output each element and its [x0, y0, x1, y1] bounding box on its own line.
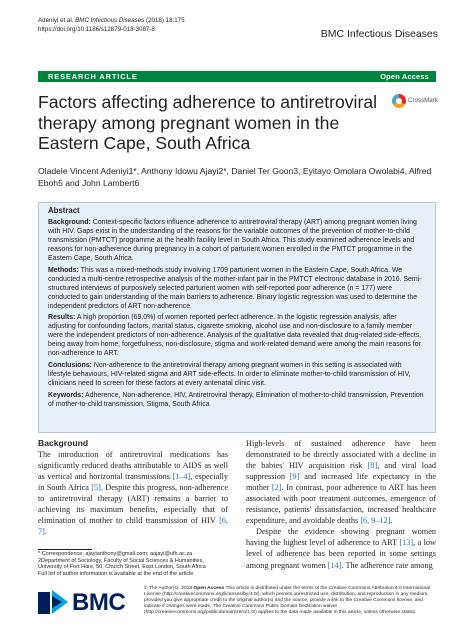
- section-label: Methods:: [48, 266, 79, 274]
- citation-link[interactable]: [14]: [327, 560, 342, 570]
- abstract-box: [38, 202, 436, 433]
- license-text: [144, 586, 436, 616]
- body-text: and increased life expectancy in the mother: [246, 472, 436, 493]
- journal-brand: BMC Infectious Diseases: [320, 28, 438, 40]
- citation-journal: BMC Infectious Diseases: [75, 17, 145, 24]
- section-label: Conclusions:: [48, 362, 92, 370]
- citation-link[interactable]: [1–4]: [172, 472, 191, 482]
- body-text: The introduction of antiretroviral medications has significantly reduced deaths attributable to AIDS as well as vertical and horizontal transmissions: [38, 450, 228, 482]
- section-text: This was a mixed-methods study involving 1709 parturient women in the Eastern Cape, South Africa. We conducted a multi-centre retrospective analysis of the mother-infant pair in the PMTCT electronic database in 2016. Semi-structured interviews of purposively selected parturient women with self-reported poor adherence (n = 177) were conducted to gain understanding of the main barriers to adherence. Binary logistic regression was used to determine the independent predictors of ART non-adherence.: [48, 266, 422, 310]
- citation-link[interactable]: [8]: [367, 461, 378, 471]
- background-paragraph: [38, 449, 228, 537]
- section-text: A high proportion (69.0%) of women reported perfect adherence. In the logistic regression analysis, after adjusting for confounding factors, marital status, cigarette smoking, alcohol use and non-disclosure to a family member were the independent predictors of non-adherence. Analysis of the qualitative data revealed that drug-related side-effects, being away from home, forgetfulness, non-disclosure, stigma and work-related demand were among the main reasons for non-adherence to ART.: [48, 314, 422, 358]
- correspondence-email[interactable]: * Correspondence: ajayianthony@gmail.com; aajayi@ufh.ac.za: [38, 551, 193, 557]
- affiliation: 2Department of Sociology, Faculty of Social Sciences & Humanities, University of Fort Hare, 50, Church Street, East London, South Africa: [38, 557, 206, 571]
- abstract-methods: [48, 267, 426, 312]
- body-text: , and viral load suppression: [246, 461, 437, 482]
- abstract-results: [48, 314, 426, 359]
- citation-authors: Adeniyi et al.: [38, 17, 74, 24]
- body-text: . Despite this progress, non-adherence to antiretroviral therapy (ART) remains a barrier to achieving its maximum benefits, especially that of elimination of mother to child transmission of HIV: [38, 483, 228, 526]
- body-text: , a low level of adherence has been reported in some settings among pregnant women: [246, 538, 436, 570]
- abstract-keywords: [48, 392, 426, 410]
- citation-link[interactable]: [9]: [289, 472, 300, 482]
- body-text: . The adherence rate among: [341, 560, 433, 570]
- body-text: . In contrast, poor adherence to ART has been associated with poor treatment outcomes, emergence of resistance, patients' dissatisfaction, increased healthcare expenditure, and avoidable deaths: [246, 483, 436, 526]
- section-text: Adherence, Non-adherence, HIV, Antiretroviral therapy, Elimination of mother-to-child transmission, Prevention of mother-to-child transmission, Stigma, South Africa: [48, 392, 424, 409]
- doi-link[interactable]: https://doi.org/10.1186/s12879-018-3087-8: [38, 26, 155, 33]
- section-label: Keywords:: [48, 392, 84, 400]
- abstract-heading: Abstract: [48, 206, 80, 215]
- citation-link[interactable]: [6, 9–12]: [360, 516, 391, 526]
- license-body: This article is distributed under the terms of the Creative Commons Attribution 4.0 International License (http://creativecommons.org/licenses/by/4.0/), which permits unrestricted use, distribution, and reproduction in any medium, provided you give appropriate credit to the original author(s) and the source, provide a link to the Creative Commons license, and indicate if changes were made. The Creative Commons Public Domain Dedication waiver (http://creativecommons.org/publicdomain/zero/1.0/) applies to the data made available in this article, unless otherwise stated.: [144, 586, 430, 616]
- open-access-label: Open Access: [380, 72, 429, 81]
- author-info-note: Full list of author information is available at the end of the article: [38, 571, 194, 578]
- section-label: Background:: [48, 218, 91, 226]
- section-label: Results:: [48, 314, 76, 322]
- citation-link[interactable]: [6, 7]: [38, 516, 228, 537]
- crossmark-icon: [392, 94, 406, 108]
- body-column-left: [38, 438, 228, 537]
- article-title: Factors affecting adherence to antiretroviral therapy among pregnant women in the Eastern Cape, South Africa: [38, 92, 378, 153]
- citation-header: [38, 16, 185, 34]
- citation-link[interactable]: [2]: [271, 483, 282, 493]
- abstract-background: [48, 219, 426, 264]
- article-type-label: RESEARCH ARTICLE: [48, 72, 138, 81]
- body-text: , especially in South Africa: [38, 472, 228, 493]
- body-paragraph: [246, 526, 436, 570]
- license-lead: © The Author(s). 2018: [144, 586, 194, 591]
- article-type-band: [38, 71, 436, 82]
- body-column-right: [246, 438, 436, 571]
- body-text: .: [390, 516, 393, 526]
- background-heading: Background: [38, 438, 89, 448]
- crossmark-label: CrossMark: [408, 97, 438, 104]
- correspondence-footnote: [38, 551, 228, 578]
- bmc-logo-icon: [38, 588, 68, 618]
- section-text: Context-specific factors influence adherence to antiretroviral therapy (ART) among pregnant women living with HIV. Gaps exist in the understanding of the reasons for the variable outcomes of the prevention of mother-to-child transmission (PMTCT) programme at the health facility level in South Africa. This study examined adherence levels and reasons for non-adherence during pregnancy in a cohort of parturient women enrolled in the PMTCT programme in the Eastern Cape, South Africa.: [48, 218, 417, 262]
- abstract-conclusions: [48, 362, 426, 389]
- body-paragraph: [246, 438, 436, 526]
- footnote-rule: [38, 549, 92, 550]
- citation-link[interactable]: [5]: [91, 483, 101, 493]
- body-text: High-levels of sustained adherence have been demonstrated to be directly associated with a decline in the babies' HIV acquisition risk: [246, 439, 436, 471]
- section-text: Non-adherence to the antiretroviral therapy among pregnant women in this setting is associated with lifestyle behaviours, HIV-related stigma and ART side-effects. In order to eliminate mother-to-child transmission of HIV, clinicians need to screen for these factors at every antenatal clinic visit.: [48, 362, 411, 388]
- bmc-logo: [38, 588, 134, 618]
- author-list: Oladele Vincent Adeniyi1*, Anthony Idowu Ajayi2*, Daniel Ter Goon3, Eyitayo Omolara Owolabi4, Alfred Eboh5 and John Lambert6: [38, 166, 432, 188]
- citation-link[interactable]: [13]: [399, 538, 414, 548]
- citation-volume: (2018) 18:175: [146, 17, 185, 24]
- page-footer: [38, 586, 436, 622]
- license-open-access: Open Access: [193, 586, 225, 591]
- crossmark-badge[interactable]: [392, 94, 448, 110]
- body-text: .: [44, 527, 47, 537]
- body-text: Despite the evidence showing pregnant women having the highest level of adherence to ART: [246, 527, 436, 548]
- bmc-logo-text: BMC: [72, 589, 126, 616]
